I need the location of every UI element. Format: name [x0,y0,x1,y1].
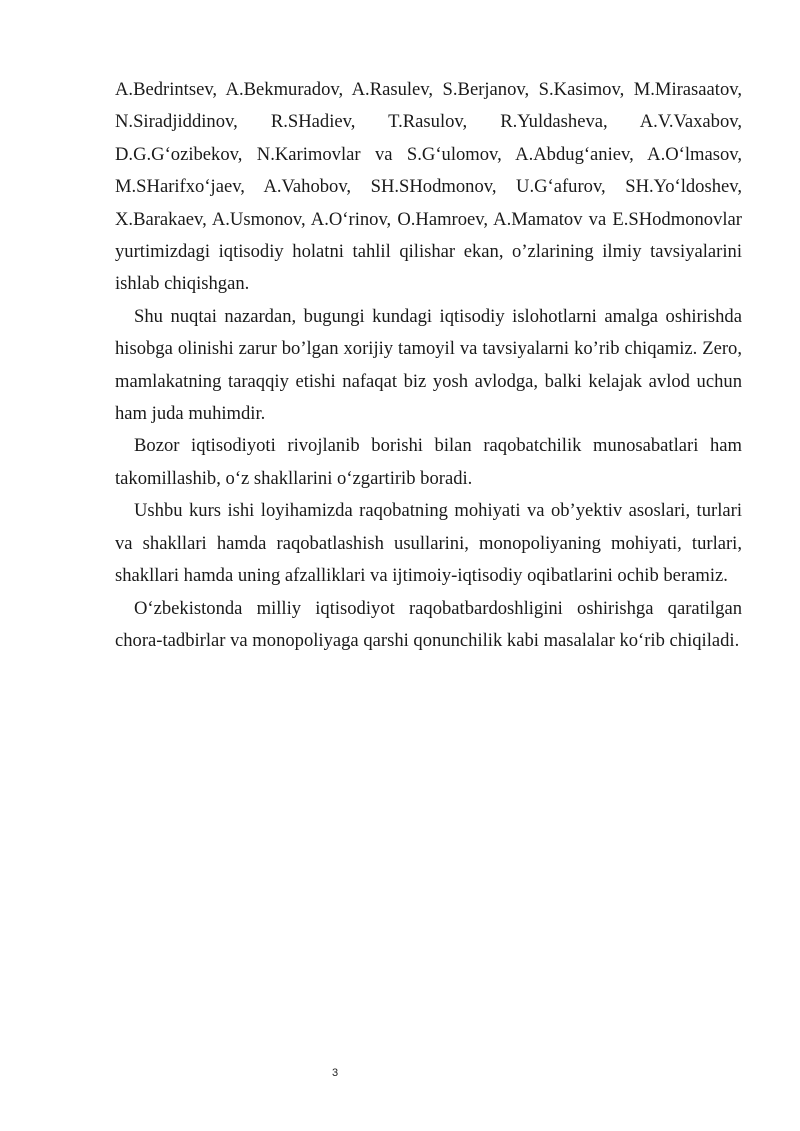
page-number: 3 [331,1067,339,1079]
paragraph-course-work: Ushbu kurs ishi loyihamizda raqobatning mohiyati va ob’yektiv asoslari, turlari va shakllari hamda raqobatlashish usullarini, monopoliyaning mohiyati, turlari, shakllari hamda uning afzalliklari va ijtimoiy-iqtisodiy oqibatlarini ochib beramiz. [115,500,742,587]
paragraph-foreign-principles: Shu nuqtai nazardan, bugungi kundagi iqtisodiy islohotlarni amalga oshirishda hisobga olinishi zarur bo’lgan xorijiy tamoyil va tavsiyalarni ko’rib chiqamiz. Zero, mamlakatning taraqqiy etishi nafaqat biz yosh avlodga, balki kelajak avlod uchun ham juda muhimdir. [115,305,742,425]
paragraph-authors: A.Bedrintsev, A.Bekmuradov, A.Rasulev, S.Berjanov, S.Kasimov, M.Mirasaatov, N.Siradjiddinov, R.SHadiev, T.Rasulov, R.Yuldasheva, A.V.Vaxabov, D.G.G‘ozibekov, N.Karimovlar va S.G‘ulomov, A.Abdug‘aniev, A.O‘lmasov, M.SHarifxo‘jaev, A.Vahobov, SH.SHodmonov, U.G‘afurov, SH.Yo‘ldoshev, X.Barakaev, A.Usmonov, A.O‘rinov, O.Hamroev, A.Mamatov va E.SHodmonovlar yurtimizdagi iqtisodiy holatni tahlil qilishar ekan, o’zlarining ilmiy tavsiyalarini ishlab chiqishgan. [115,79,742,295]
paragraph-uzbekistan: O‘zbekistonda milliy iqtisodiyot raqobatbardoshligini oshirishga qaratilgan chora-tadbirlar va monopoliyaga qarshi qonunchilik kabi masalalar ko‘rib chiqiladi. [115,597,742,651]
paragraph-market-economy: Bozor iqtisodiyoti rivojlanib borishi bilan raqobatchilik munosabatlari ham takomillashib, o‘z shakllarini o‘zgartirib boradi. [115,435,742,489]
body-text [115,74,742,657]
